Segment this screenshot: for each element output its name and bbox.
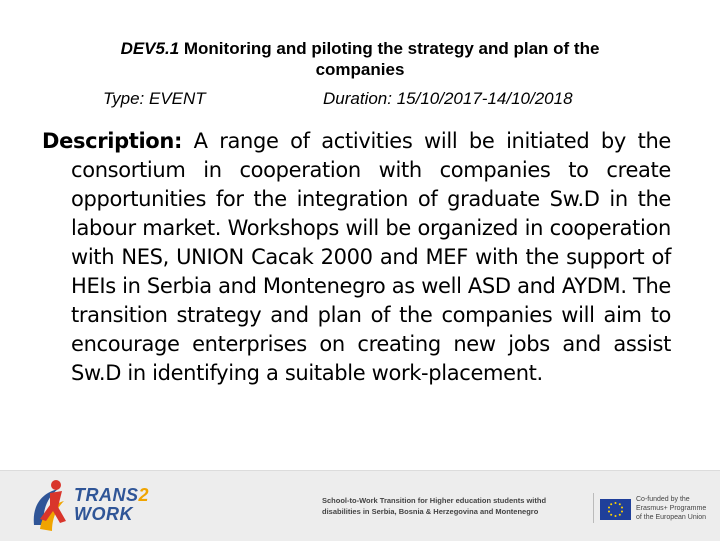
- title-text-1: Monitoring and piloting the strategy and plan of the: [179, 39, 600, 58]
- eu-text-line-3: of the European Union: [636, 514, 707, 521]
- eu-text-line-2: Erasmus+ Programme: [636, 505, 707, 512]
- event-duration: Duration: 15/10/2017-14/10/2018: [323, 89, 573, 108]
- description-text: A range of activities will be initiated by the consortium in cooperation with companies to create opportunities for the integration of graduate Sw.D in the labour market. Workshops will be organized in cooperation with NES, UNION Cacak 2000 and MEF with the support of HEIs in Serbia and Montenegro as well ASD and AYDM. The transition strategy and plan of the companies will aim to encourage enterprises on creating new jobs and assist Sw.D in identifying a suitable work-placement.: [71, 129, 671, 385]
- event-type: Type: EVENT: [103, 89, 206, 108]
- logo-text-trans2: TRANS2: [74, 485, 150, 505]
- trans2work-logo: [28, 475, 163, 537]
- meta-row: [0, 89, 720, 111]
- footer-bar: [0, 470, 720, 541]
- project-name-line-1: School-to-Work Transition for Higher education students withd: [322, 496, 547, 505]
- eu-text-line-1: Co-funded by the: [636, 496, 690, 503]
- eu-cofunding-text: [636, 495, 716, 522]
- description: [42, 127, 671, 388]
- project-name-line-2: disabilities in Serbia, Bosnia & Herzegovina and Montenegro: [322, 507, 539, 516]
- project-name: [322, 495, 592, 517]
- description-label: Description:: [42, 129, 183, 153]
- slide-title: [0, 38, 720, 80]
- logo-head-icon: [51, 480, 61, 490]
- deliverable-code: DEV5.1: [120, 39, 180, 58]
- figure-logo-icon: [28, 475, 74, 537]
- eu-flag-icon: [600, 499, 631, 520]
- title-line-1: [0, 38, 720, 59]
- title-text-2: companies: [315, 60, 405, 79]
- logo-text-work: WORK: [74, 504, 133, 524]
- footer-divider: [593, 493, 594, 523]
